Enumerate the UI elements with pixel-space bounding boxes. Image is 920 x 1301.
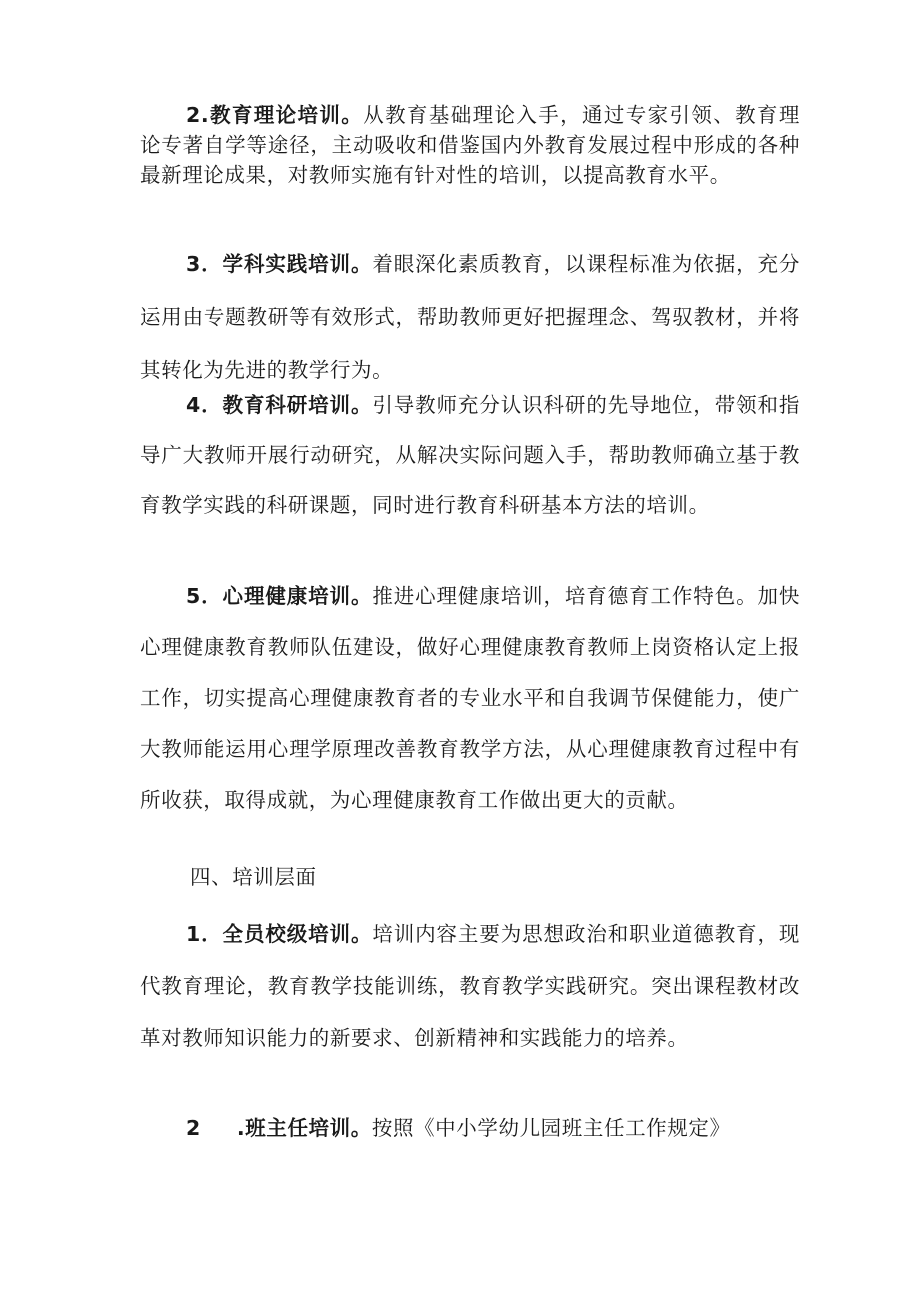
paragraph-education-theory: [140, 100, 800, 190]
paragraph-text: 从教育基础理论入手，通过专家引领、教育理论专著自学等途径，主动吸收和借鉴国内外教育发展过程中形成的各种最新理论成果，对教师实施有针对性的培训，以提高教育水平。: [140, 103, 800, 187]
paragraph-text: 引导教师充分认识科研的先导地位，带领和指导广大教师开展行动研究，从解决实际问题入手，帮助教师确立基于教育教学实践的科研课题，同时进行教育科研基本方法的培训。: [140, 393, 800, 517]
paragraph-number: 2: [186, 1116, 201, 1140]
paragraph-text: 培训内容主要为思想政治和职业道德教育，现代教育理论，教育教学技能训练，教育教学实践研究。突出课程教材改革对教师知识能力的新要求、创新精神和实践能力的培养。: [140, 922, 800, 1050]
paragraph-school-training: [140, 908, 800, 1064]
paragraph-label: 4．教育科研培训。: [186, 393, 373, 417]
paragraph-mental-health: [140, 571, 800, 826]
paragraph-label: 5．心理健康培训。: [186, 584, 373, 608]
paragraph-education-research: [140, 380, 800, 530]
paragraph-label: .班主任培训。: [236, 1116, 372, 1140]
paragraph-text: 按照《中小学幼儿园班主任工作规定》: [371, 1116, 731, 1140]
paragraph-label: 2.教育理论培训。: [186, 103, 364, 127]
paragraph-text: 推进心理健康培训，培育德育工作特色。加快心理健康教育教师队伍建设，做好心理健康教育教师上岗资格认定上报工作，切实提高心理健康教育者的专业水平和自我调节保健能力，使广大教师能运用心理学原理改善教育教学方法，从心理健康教育过程中有所收获，取得成就，为心理健康教育工作做出更大的贡献。: [140, 584, 800, 812]
paragraph-class-teacher-training: [140, 1103, 800, 1153]
paragraph-subject-practice: [140, 238, 800, 397]
section-heading: 四、培训层面: [190, 865, 317, 889]
paragraph-label: 1．全员校级培训。: [186, 922, 373, 946]
paragraph-label: 3．学科实践培训。: [186, 252, 373, 276]
paragraph-text: 着眼深化素质教育，以课程标准为依据，充分运用由专题教研等有效形式，帮助教师更好把握理念、驾驭教材，并将其转化为先进的教学行为。: [140, 252, 800, 382]
